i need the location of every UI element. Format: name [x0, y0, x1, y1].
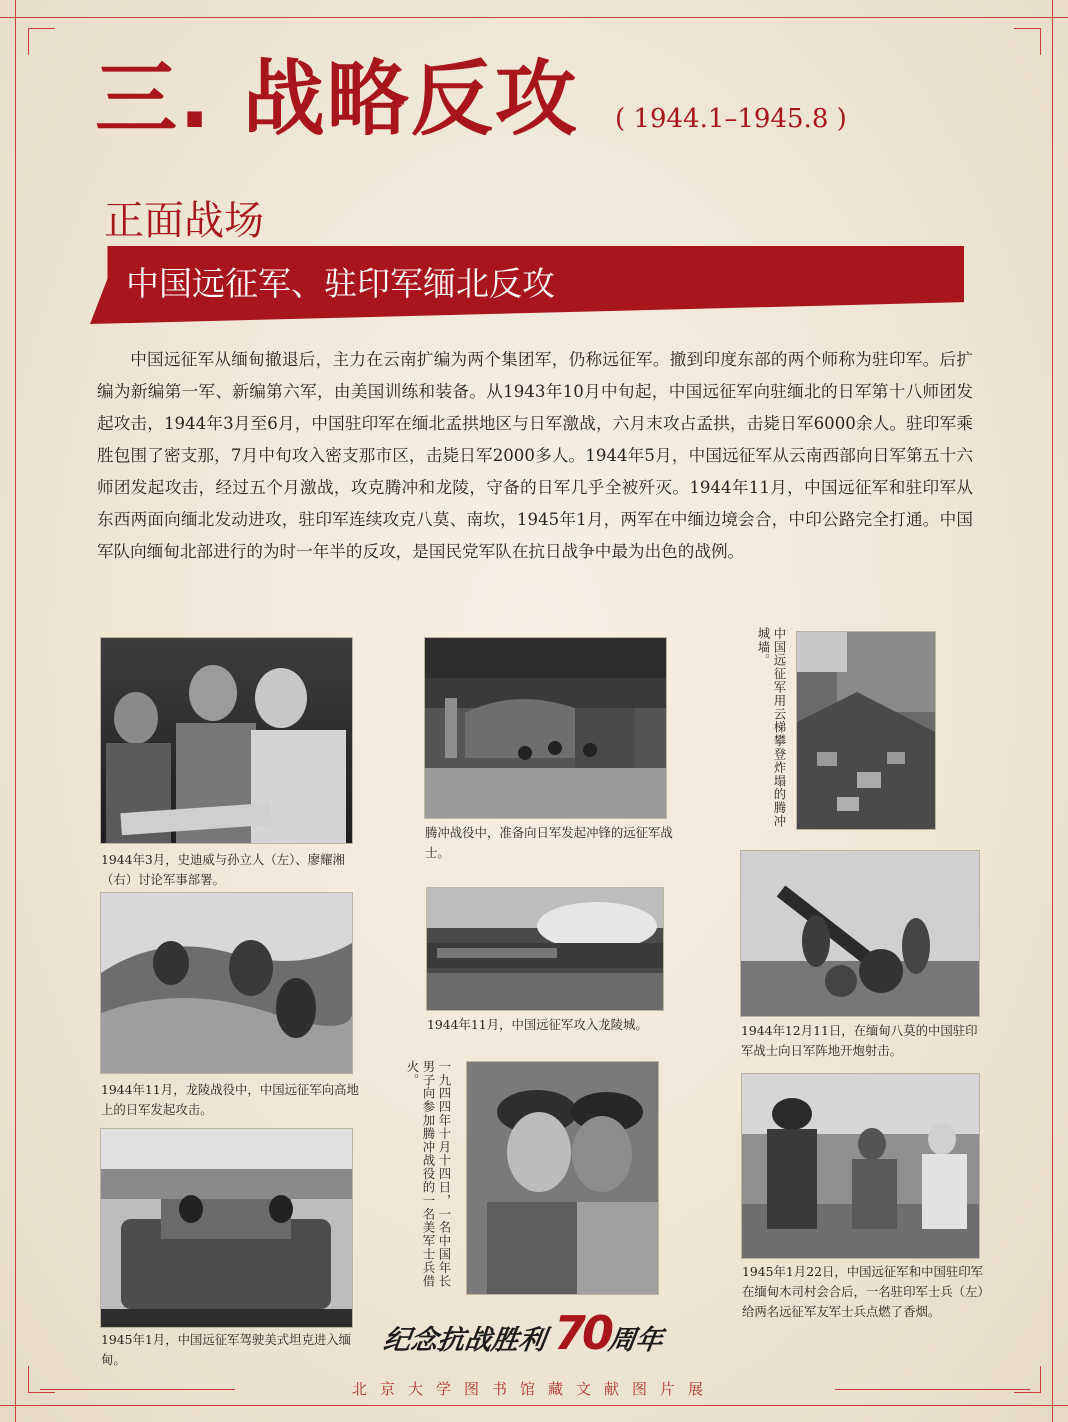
- photo-longling-highland-image: [101, 893, 352, 1073]
- photo-mongyu-meeting-image: [742, 1074, 979, 1258]
- caption-tanks: 1945年1月，中国远征军驾驶美式坦克进入缅甸。: [101, 1332, 352, 1367]
- frame-top-line: [0, 17, 1068, 18]
- commemoration-logo-number: 70: [554, 1306, 611, 1360]
- commemoration-logo-suffix: 周年: [606, 1325, 665, 1356]
- frame-corner-tr: [1014, 28, 1041, 55]
- caption-mongyu-meeting: 1945年1月22日，中国远征军和中国驻印军在缅甸木司村会合后，一名驻印军士兵（左）给两名远征军友军士兵点燃了香烟。: [742, 1264, 984, 1319]
- date-range: ( 1944.1–1945.8 ): [615, 104, 847, 134]
- photo-light-cigarette: [467, 1062, 658, 1294]
- page-title: 三. 战略反攻: [95, 52, 579, 147]
- frame-left-line: [15, 0, 16, 1422]
- photo-longling-highland: [101, 893, 352, 1073]
- photo-tengchong-assault: [425, 638, 666, 818]
- photo-bhamo-artillery: [741, 851, 979, 1016]
- frame-corner-tl: [28, 28, 55, 55]
- photo-tengchong-wall: [797, 632, 935, 829]
- photo-mongyu-meeting: [742, 1074, 979, 1258]
- commemoration-logo-text: 纪念抗战胜利: [381, 1325, 548, 1356]
- photo-tengchong-wall-image: [797, 632, 935, 829]
- banner-title: 中国远征军、驻印军缅北反攻: [126, 264, 555, 303]
- caption-longling-city: 1944年11月，中国远征军攻入龙陵城。: [427, 1017, 648, 1032]
- photo-tanks-image: [101, 1129, 352, 1327]
- section-title: 正面战场: [104, 198, 264, 244]
- caption-tengchong-wall: 中国远征军用云梯攀登炸塌的腾冲城墙。: [756, 627, 787, 828]
- frame-bottom-line: [0, 1405, 1068, 1406]
- footer-exhibition-title: 北京大学图书馆藏文献图片展: [351, 1380, 716, 1398]
- photo-bhamo-artillery-image: [741, 851, 979, 1016]
- photo-longling-city-image: [427, 888, 663, 1010]
- photo-tengchong-assault-image: [425, 638, 666, 818]
- body-paragraph: 中国远征军从缅甸撤退后，主力在云南扩编为两个集团军，仍称远征军。撤到印度东部的两个师称为驻印军。后扩编为新编第一军、新编第六军，由美国训练和装备。从1943年10月中旬起，中国远征军向驻缅北的日军第十八师团发起攻击，1944年3月至6月，中国驻印军在缅北孟拱地区与日军激战，六月末攻占孟拱，击毙日军6000余人。驻印军乘胜包围了密支那，7月中旬攻入密支那市区，击毙日军2000多人。1944年5月，中国远征军从云南西部向日军第五十六师团发起攻击，经过五个月激战，攻克腾冲和龙陵，守备的日军几乎全被歼灭。1944年11月，中国远征军和驻印军从东西两面向缅北发动进攻，驻印军连续攻克八莫、南坎，1945年1月，两军在中缅边境会合，中印公路完全打通。中国军队向缅甸北部进行的为时一年半的反攻，是国民党军队在抗日战争中最为出色的战例。: [97, 350, 973, 561]
- caption-tengchong-assault: 腾冲战役中，准备向日军发起冲锋的远征军战士。: [425, 825, 673, 860]
- caption-longling-highland: 1944年11月，龙陵战役中，中国远征军向高地上的日军发起攻击。: [101, 1082, 359, 1117]
- caption-stilwell-meeting: 1944年3月，史迪威与孙立人（左）、廖耀湘（右）讨论军事部署。: [101, 852, 345, 887]
- photo-tanks: [101, 1129, 352, 1327]
- frame-right-line: [1052, 0, 1053, 1422]
- photo-light-cigarette-image: [467, 1062, 658, 1294]
- caption-bhamo-artillery: 1944年12月11日，在缅甸八莫的中国驻印军战士向日军阵地开炮射击。: [741, 1023, 978, 1058]
- photo-longling-city: [427, 888, 663, 1010]
- photo-stilwell-meeting: [101, 638, 352, 843]
- photo-stilwell-meeting-image: [101, 638, 352, 843]
- caption-light-cigarette: 一九四四年十月十四日，一名中国年长男子向参加腾冲战役的一名美军士兵借火。: [405, 1060, 452, 1288]
